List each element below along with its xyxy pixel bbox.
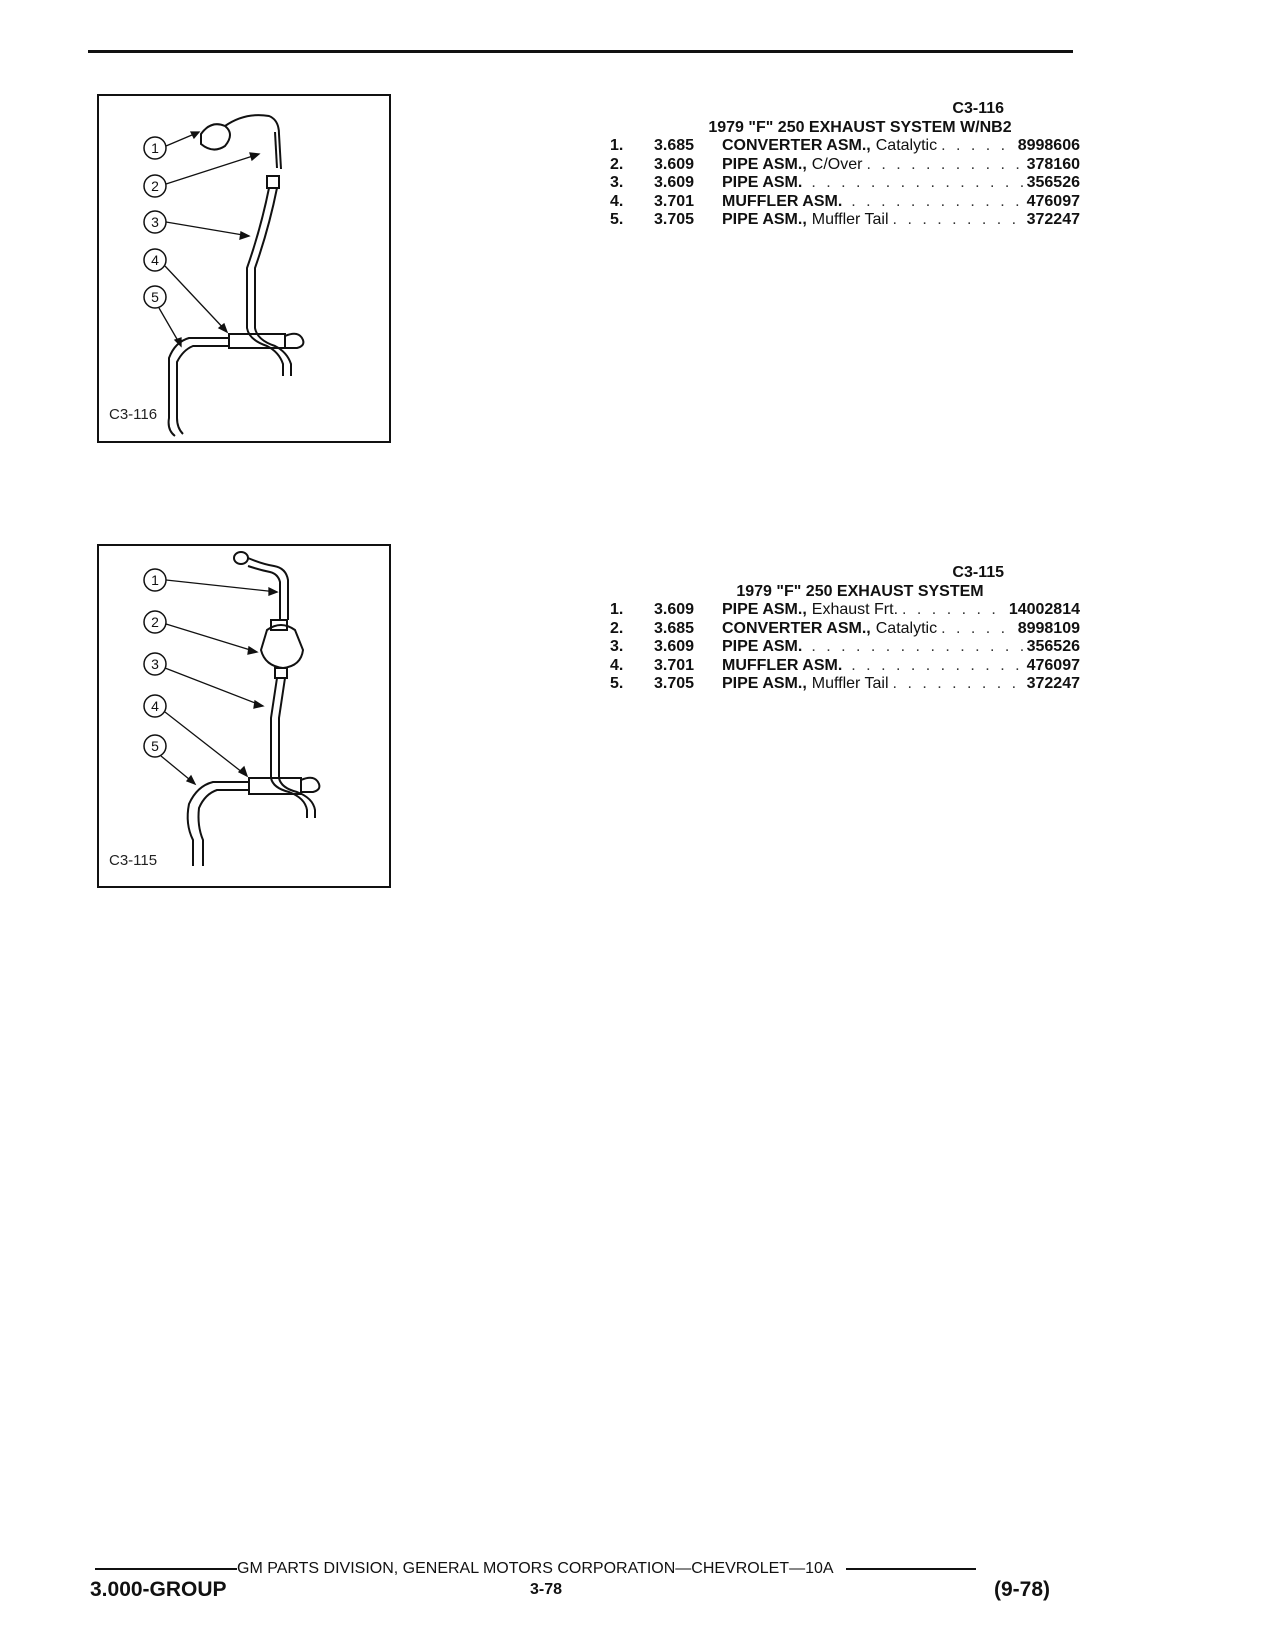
group-number: 3.701 xyxy=(654,192,695,210)
diagram-label-c3-116: C3-116 xyxy=(109,406,158,423)
leader-dots xyxy=(851,657,1022,676)
item-number: 1. xyxy=(610,137,624,154)
part-row xyxy=(610,174,1080,193)
part-row xyxy=(610,675,1080,694)
part-number: 8998606 xyxy=(1017,137,1080,154)
part-name: PIPE ASM. xyxy=(722,174,803,191)
pipe-upper xyxy=(225,115,281,169)
flange-shape xyxy=(234,552,248,564)
callout-1: 1 xyxy=(151,140,159,156)
part-number: 14002814 xyxy=(1008,601,1080,618)
part-number: 372247 xyxy=(1026,675,1080,692)
part-name: PIPE ASM., xyxy=(722,675,807,692)
footer-group: 3.000-GROUP xyxy=(90,1578,227,1601)
parts-list-c3-116 xyxy=(610,99,1080,230)
revision-date: (9-78) xyxy=(993,1578,1050,1601)
part-qualifier: Exhaust Frt. xyxy=(811,601,899,618)
section-code: C3-115 xyxy=(952,564,1004,581)
diagram-c3-116 xyxy=(97,94,391,443)
group-number: 3.685 xyxy=(654,137,695,154)
callout-2: 2 xyxy=(151,614,159,630)
item-number: 1. xyxy=(610,601,624,618)
part-row xyxy=(610,193,1080,212)
exhaust-diagram-c3-115 xyxy=(99,546,389,886)
part-name: MUFFLER ASM. xyxy=(722,656,843,674)
group-number: 3.701 xyxy=(654,656,695,674)
part-number: 476097 xyxy=(1026,656,1080,674)
leader-dots xyxy=(866,156,1022,175)
leader-dots xyxy=(811,174,1022,193)
item-number: 3. xyxy=(610,174,624,191)
leader-dots xyxy=(941,137,1014,156)
leader-dots xyxy=(893,675,1023,694)
part-name: CONVERTER ASM., xyxy=(722,619,871,637)
callout-5: 5 xyxy=(151,289,159,305)
item-number: 5. xyxy=(610,675,624,692)
part-qualifier: Muffler Tail xyxy=(811,675,889,692)
part-row xyxy=(610,657,1080,676)
item-number: 5. xyxy=(610,211,624,228)
item-number: 2. xyxy=(610,155,624,173)
footer xyxy=(90,1578,1050,1604)
callout-2: 2 xyxy=(151,178,159,194)
converter-shape xyxy=(201,124,230,149)
part-qualifier: C/Over xyxy=(811,155,863,173)
group-number: 3.705 xyxy=(654,675,695,692)
part-row xyxy=(610,156,1080,175)
part-name: PIPE ASM., xyxy=(722,601,807,618)
leader-dots xyxy=(893,211,1023,230)
parts-list-c3-115 xyxy=(610,563,1080,694)
group-number: 3.609 xyxy=(654,174,695,191)
diagram-label-c3-115: C3-115 xyxy=(109,852,158,869)
part-row xyxy=(610,638,1080,657)
part-number: 356526 xyxy=(1026,638,1080,655)
footer-publisher: GM PARTS DIVISION, GENERAL MOTORS CORPORATION—CHEVROLET—10A xyxy=(237,1560,834,1577)
callout-1: 1 xyxy=(151,572,159,588)
callout-3: 3 xyxy=(151,214,159,230)
pipe-tail xyxy=(188,782,249,866)
part-name: MUFFLER ASM. xyxy=(722,192,843,210)
part-row xyxy=(610,137,1080,156)
part-row xyxy=(610,620,1080,639)
page-number: 3-78 xyxy=(530,1581,563,1598)
item-number: 4. xyxy=(610,656,624,674)
footer-rule-right xyxy=(846,1568,976,1570)
part-qualifier: Catalytic xyxy=(875,137,938,154)
group-number: 3.609 xyxy=(654,155,695,173)
part-name: CONVERTER ASM., xyxy=(722,137,871,154)
part-name: PIPE ASM., xyxy=(722,155,807,173)
part-number: 476097 xyxy=(1026,192,1080,210)
item-number: 4. xyxy=(610,192,624,210)
group-number: 3.685 xyxy=(654,619,695,637)
footer-rule-left xyxy=(95,1568,237,1570)
group-number: 3.705 xyxy=(654,211,695,228)
part-qualifier: Catalytic xyxy=(875,619,938,637)
clamp-shape xyxy=(267,176,279,188)
leader-dots xyxy=(902,601,1005,620)
leader-dots xyxy=(811,638,1022,657)
callout-4: 4 xyxy=(151,252,159,268)
part-row xyxy=(610,601,1080,620)
part-name: PIPE ASM. xyxy=(722,638,803,655)
clamp-shape xyxy=(275,668,287,678)
item-number: 3. xyxy=(610,638,624,655)
section-title: 1979 "F" 250 EXHAUST SYSTEM W/NB2 xyxy=(708,119,1012,136)
part-row xyxy=(610,211,1080,230)
section-title: 1979 "F" 250 EXHAUST SYSTEM xyxy=(736,583,984,600)
item-number: 2. xyxy=(610,619,624,637)
callout-4: 4 xyxy=(151,698,159,714)
callout-5: 5 xyxy=(151,738,159,754)
top-rule xyxy=(88,50,1073,53)
callout-3: 3 xyxy=(151,656,159,672)
diagram-c3-115 xyxy=(97,544,391,888)
converter-shape xyxy=(261,625,303,668)
part-name: PIPE ASM., xyxy=(722,211,807,228)
section-code: C3-116 xyxy=(952,100,1004,117)
part-qualifier: Muffler Tail xyxy=(811,211,889,228)
group-number: 3.609 xyxy=(654,638,695,655)
part-number: 378160 xyxy=(1026,155,1080,173)
part-number: 372247 xyxy=(1026,211,1080,228)
part-number: 8998109 xyxy=(1017,619,1080,637)
leader-dots xyxy=(941,620,1014,639)
leader-dots xyxy=(851,193,1022,212)
exhaust-diagram-c3-116 xyxy=(99,96,389,441)
footer-publisher-line xyxy=(95,1560,1045,1578)
part-number: 356526 xyxy=(1026,174,1080,191)
group-number: 3.609 xyxy=(654,601,695,618)
